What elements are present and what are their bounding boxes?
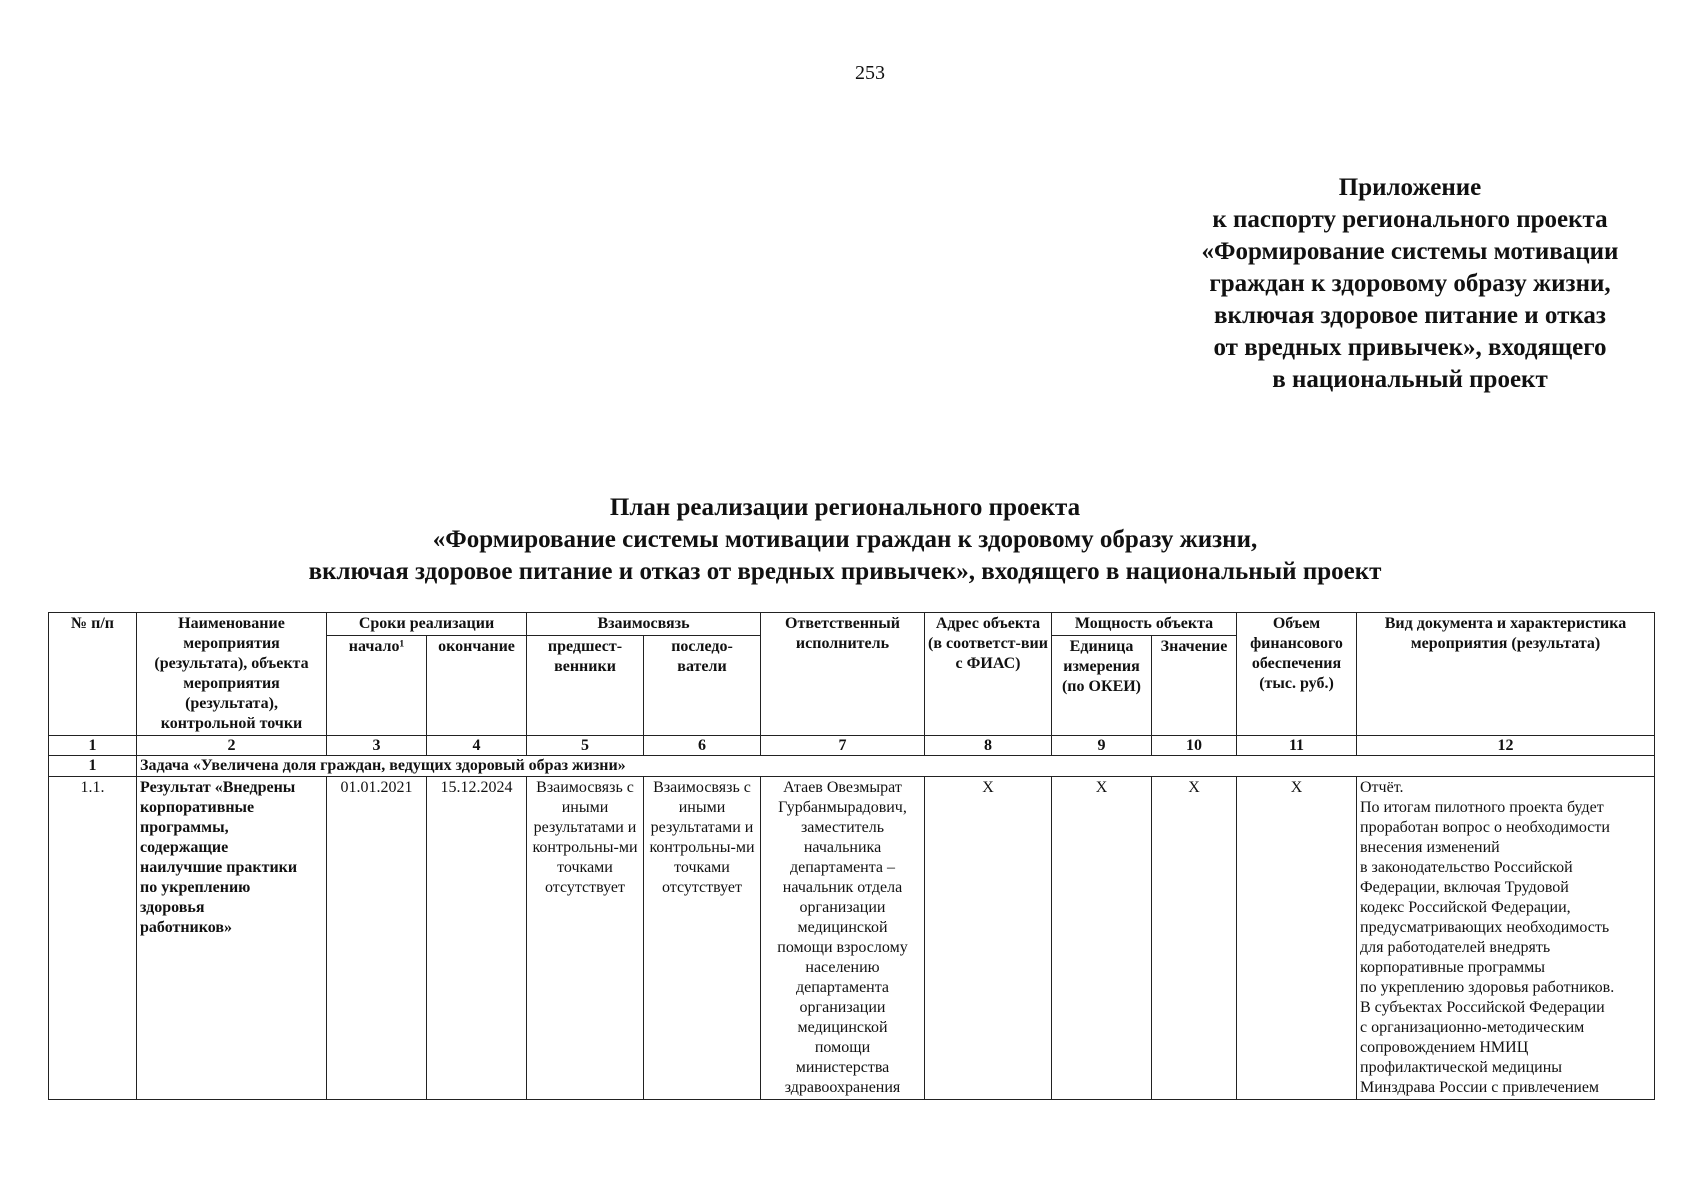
header-successors: последо-ватели	[644, 636, 761, 736]
row-doc-line: для работодателей внедрять	[1360, 939, 1551, 956]
header-value: Значение	[1152, 636, 1237, 736]
col-number: 3	[327, 736, 427, 756]
row-responsible-line: заместитель	[800, 819, 885, 836]
col-number: 2	[137, 736, 327, 756]
header-doc: Вид документа и характеристика мероприятия (результата)	[1357, 613, 1655, 736]
header-start: начало¹	[327, 636, 427, 736]
row-doc-line: По итогам пилотного проекта будет	[1360, 799, 1604, 816]
col-number: 9	[1052, 736, 1152, 756]
row-doc-line: в законодательство Российской	[1360, 859, 1573, 876]
row-predecessors: Взаимосвязь с иными результатами и контрольны-ми точками отсутствует	[527, 777, 644, 1100]
row-responsible-line: помощи	[814, 1039, 871, 1056]
header-responsible: Ответственный исполнитель	[761, 613, 925, 736]
row-start: 01.01.2021	[327, 777, 427, 1100]
appendix-line: «Формирование системы мотивации	[1201, 238, 1619, 265]
row-value: Х	[1152, 777, 1237, 1100]
row-responsible-line: департамента –	[789, 859, 896, 876]
row-responsible-line: помощи взрослому	[777, 939, 908, 956]
row-doc-line: корпоративные программы	[1360, 959, 1545, 976]
header-num: № п/п	[49, 613, 137, 736]
row-name-line: корпоративные	[140, 799, 255, 816]
row-doc-line: кодекс Российской Федерации,	[1360, 899, 1571, 916]
plan-table	[48, 612, 1655, 1100]
appendix-line: от вредных привычек», входящего	[1213, 334, 1607, 361]
header-end: окончание	[427, 636, 527, 736]
plan-title	[180, 492, 1510, 588]
appendix-line: к паспорту регионального проекта	[1212, 206, 1608, 233]
header-terms: Сроки реализации	[327, 613, 527, 636]
row-responsible-line: медицинской	[797, 919, 888, 936]
row-responsible	[761, 777, 925, 1100]
row-doc-line: по укреплению здоровья работников.	[1360, 979, 1615, 996]
appendix-line: в национальный проект	[1272, 366, 1548, 393]
row-doc-line: проработан вопрос о необходимости	[1360, 819, 1610, 836]
task-num: 1	[49, 756, 137, 777]
plan-title-line: План реализации регионального проекта	[609, 494, 1081, 521]
col-number: 7	[761, 736, 925, 756]
row-responsible-line: начальник отдела	[782, 879, 903, 896]
row-num: 1.1.	[49, 777, 137, 1100]
row-responsible-line: департамента	[795, 979, 890, 996]
row-doc-line: с организационно-методическим	[1360, 1019, 1585, 1036]
col-number: 11	[1237, 736, 1357, 756]
row-responsible-line: начальника	[803, 839, 882, 856]
header-capacity: Мощность объекта	[1052, 613, 1237, 636]
row-doc-line: внесения изменений	[1360, 839, 1500, 856]
appendix-line: Приложение	[1338, 174, 1482, 201]
row-doc-line: В субъектах Российской Федерации	[1360, 999, 1605, 1016]
task-row	[49, 756, 1655, 777]
task-text: Задача «Увеличена доля граждан, ведущих здоровый образ жизни»	[137, 756, 1655, 777]
header-relation: Взаимосвязь	[527, 613, 761, 636]
col-number: 12	[1357, 736, 1655, 756]
header-funding: Объем финансового обеспечения (тыс. руб.)	[1237, 613, 1357, 736]
col-number: 6	[644, 736, 761, 756]
header-address: Адрес объекта (в соответст-вии с ФИАС)	[925, 613, 1052, 736]
col-number: 8	[925, 736, 1052, 756]
plan-title-line: включая здоровое питание и отказ от вредных привычек», входящего в национальный проект	[308, 558, 1382, 585]
row-unit: Х	[1052, 777, 1152, 1100]
header-name: Наименование мероприятия (результата), объекта мероприятия (результата), контрольной точки	[137, 613, 327, 736]
col-number: 5	[527, 736, 644, 756]
row-doc-line: Минздрава России с привлечением	[1360, 1079, 1600, 1096]
row-name-line: работников»	[140, 919, 233, 936]
header-predecessors: предшест-венники	[527, 636, 644, 736]
row-responsible-line: организации	[799, 999, 886, 1016]
header-unit: Единица измерения (по ОКЕИ)	[1052, 636, 1152, 736]
row-responsible-line: министерства	[795, 1059, 890, 1076]
row-name-line: здоровья	[140, 899, 205, 916]
appendix-heading	[1140, 172, 1680, 396]
row-responsible-line: Гурбанмырадович,	[778, 799, 907, 816]
col-number: 10	[1152, 736, 1237, 756]
row-doc-line: предусматривающих необходимость	[1360, 919, 1610, 936]
column-numbers-row	[49, 736, 1655, 756]
row-name	[137, 777, 327, 1100]
row-responsible-line: здравоохранения	[784, 1079, 901, 1096]
row-name-line: программы,	[140, 819, 229, 836]
appendix-line: включая здоровое питание и отказ	[1214, 302, 1606, 329]
col-number: 1	[49, 736, 137, 756]
row-responsible-line: медицинской	[797, 1019, 888, 1036]
row-funding: Х	[1237, 777, 1357, 1100]
row-name-line: Результат «Внедрены	[140, 779, 296, 796]
row-doc	[1357, 777, 1655, 1100]
table-row	[49, 777, 1655, 1100]
col-number: 4	[427, 736, 527, 756]
row-doc-line: профилактической медицины	[1360, 1059, 1563, 1076]
row-successors: Взаимосвязь с иными результатами и контрольны-ми точками отсутствует	[644, 777, 761, 1100]
row-doc-line: сопровождением НМИЦ	[1360, 1039, 1529, 1056]
page-number: 253	[855, 62, 885, 84]
row-name-line: наилучшие практики	[140, 859, 298, 876]
row-doc-line: Отчёт.	[1360, 779, 1404, 796]
row-doc-line: Федерации, включая Трудовой	[1360, 879, 1569, 896]
row-name-line: по укреплению	[140, 879, 251, 896]
row-responsible-line: населению	[805, 959, 880, 976]
header-row-1	[49, 613, 1655, 636]
row-responsible-line: Атаев Овезмырат	[783, 779, 902, 796]
plan-title-line: «Формирование системы мотивации граждан к здоровому образу жизни,	[432, 526, 1258, 553]
row-responsible-line: организации	[799, 899, 886, 916]
row-end: 15.12.2024	[427, 777, 527, 1100]
appendix-line: граждан к здоровому образу жизни,	[1209, 270, 1611, 297]
row-name-line: содержащие	[140, 839, 229, 856]
row-address: Х	[925, 777, 1052, 1100]
